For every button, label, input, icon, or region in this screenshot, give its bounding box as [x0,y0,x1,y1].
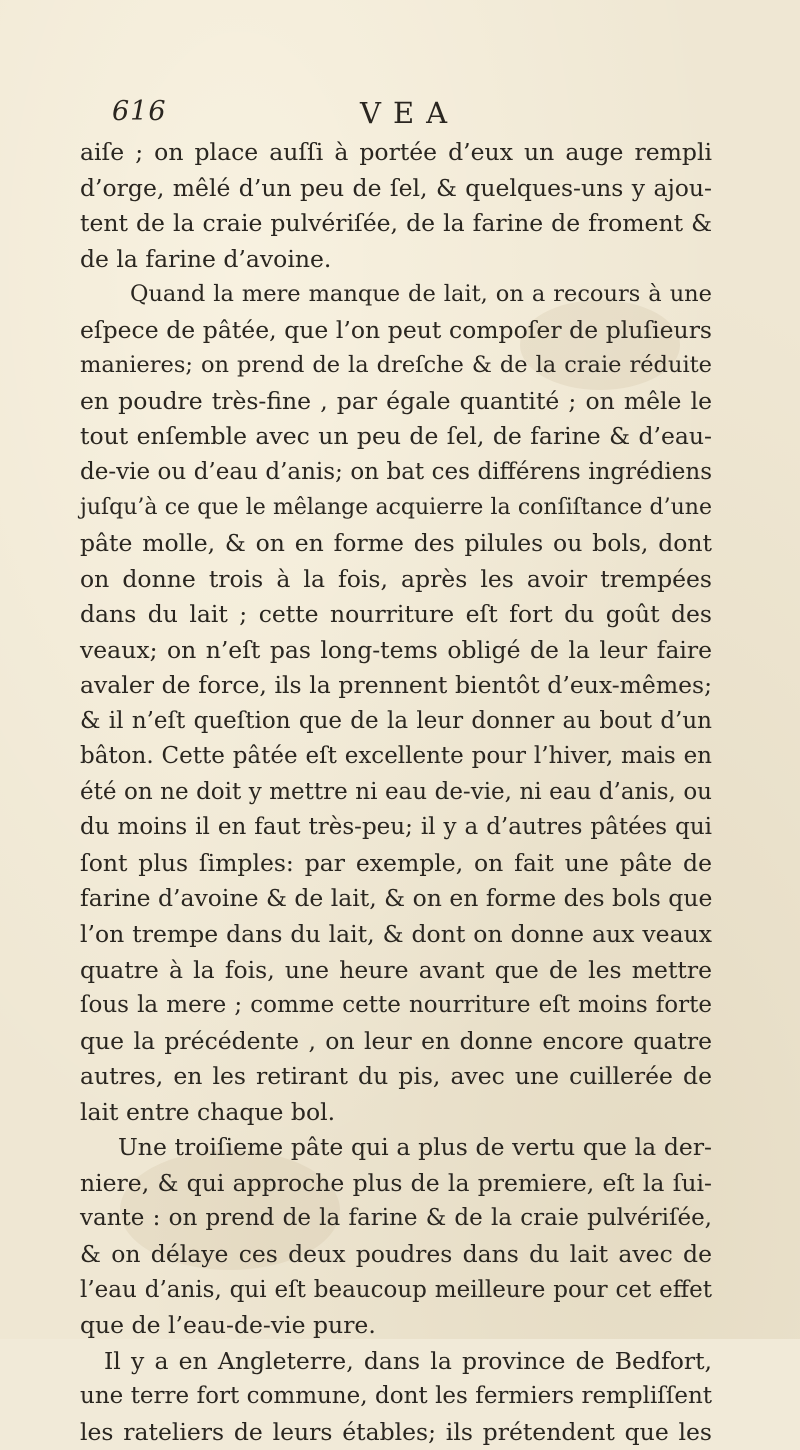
text-line: autres, en les retirant du pis, avec une cuillerée de [80,1062,712,1091]
text-line: on donne trois à la fois, après les avoir trempées [80,564,712,593]
text-line: & il n’eſt queſtion que de la leur donner au bout d’un [80,707,712,734]
text-line: de la farine d’avoine. [80,244,332,273]
text-line: avaler de force, ils la prennent bientôt d’eux-mêmes; [80,671,712,700]
text-line: manieres; on prend de la dreſche & de la craie réduite [80,352,712,379]
text-line: d’orge, mêlé d’un peu de ſel, & quelques-uns y ajou- [80,173,712,202]
text-line: & on délaye ces deux poudres dans du lait avec de [80,1239,712,1268]
text-line: une terre fort commune, dont les fermiers rempliſſent [80,1383,712,1410]
text-line: aiſe ; on place auſſi à portée d’eux un auge rempli [80,138,712,166]
text-line: en poudre très-fine , par égale quantité ; on mêle le [80,386,712,415]
text-line: eſpece de pâtée, que l’on peut compoſer de pluſieurs [80,315,712,344]
text-line: tout enſemble avec un peu de ſel, de farine & d’eau- [80,422,712,451]
text-line: Une troiſieme pâte qui a plus de vertu que la der- [118,1133,712,1162]
text-line: niere, & qui approche plus de la premiere, eſt la ſui- [80,1168,712,1197]
text-line: Il y a en Angleterre, dans la province de Bedfort, [104,1346,712,1375]
text-line: de-vie ou d’eau d’anis; on bat ces différens ingrédiens [80,458,712,485]
text-line: l’on trempe dans du lait, & dont on donne aux veaux [80,920,712,949]
page-header [112,96,712,136]
text-line: veaux; on n’eſt pas long-tems obligé de la leur faire [80,635,712,664]
text-line: tent de la craie pulvériſée, de la farine de froment & [80,209,712,238]
text-line: été on ne doit y mettre ni eau de-vie, ni eau d’anis, ou [80,778,712,805]
body-text [80,135,712,1450]
text-line: quatre à la fois, une heure avant que de les mettre [80,955,712,984]
text-line: pâte molle, & on en forme des pilules ou bols, dont [80,529,712,558]
text-line: vante : on prend de la farine & de la craie pulvériſée, [80,1205,712,1232]
text-line: farine d’avoine & de lait, & on en forme des bols que [80,884,713,913]
page-number: 616 [112,96,167,127]
text-line: ſous la mere ; comme cette nourriture eſt moins forte [80,992,712,1019]
text-line: bâton. Cette pâtée eſt excellente pour l’hiver, mais en [80,743,712,770]
text-line: les rateliers de leurs étables; ils prétendent que les [80,1417,712,1446]
text-line: l’eau d’anis, qui eſt beaucoup meilleure pour cet effet [80,1276,712,1303]
text-line: Quand la mere manque de lait, on a recours à une [130,281,712,308]
text-line: que la précédente , on leur en donne encore quatre [80,1026,712,1055]
text-line: juſqu’à ce que le mêlange acquierre la conſiſtance d’une [80,495,712,521]
text-line: du moins il en faut très-peu; il y a d’autres pâtées qui [80,814,712,841]
text-line: ſont plus ſimples: par exemple, on fait une pâte de [80,848,712,877]
text-line: que de l’eau-de-vie pure. [80,1311,376,1340]
running-head: VEA [360,96,460,130]
text-line: lait entre chaque bol. [80,1097,336,1126]
text-line: dans du lait ; cette nourriture eſt fort du goût des [80,600,712,629]
